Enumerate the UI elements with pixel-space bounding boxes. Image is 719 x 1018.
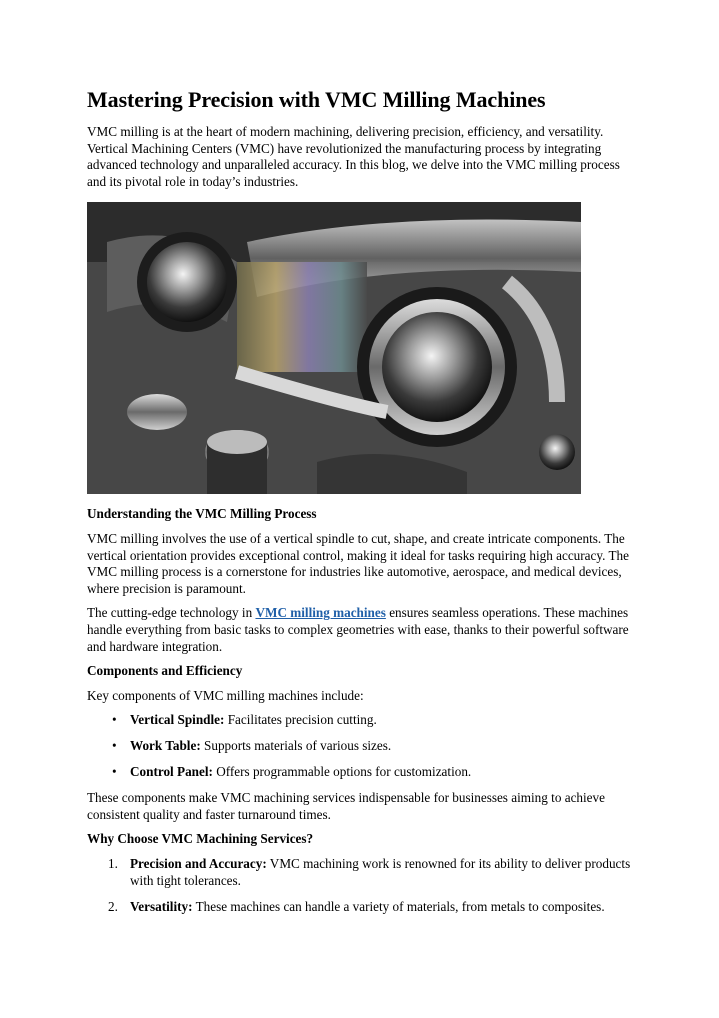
page-title: Mastering Precision with VMC Milling Machines [87,87,546,112]
list-number: 1. [108,856,118,872]
section-heading-why-choose: Why Choose VMC Machining Services? [87,831,314,847]
bullet-marker: • [112,712,117,728]
section-heading-understanding: Understanding the VMC Milling Process [87,506,317,522]
list-item-text: Offers programmable options for customization. [212,764,472,780]
list-item [87,899,635,916]
list-item-label: Control Panel: [130,764,213,780]
machined-part-photo [87,202,581,494]
section1-paragraph-1: VMC milling involves the use of a vertical spindle to cut, shape, and create intricate components. The vertical orientation provides exceptional control, making it ideal for tasks requiring high accuracy. The VMC milling process is a cornerstone for industries like automotive, aerospace, and medical devices, where precision is paramount. [87,530,629,596]
list-item-label: Versatility: [130,898,193,914]
bullet-marker: • [112,738,117,754]
list-item-text: Facilitates precision cutting. [224,712,377,728]
list-item-label: Work Table: [130,738,201,754]
vmc-milling-machines-link[interactable]: VMC milling machines [255,605,386,621]
paragraph-text-after-link: ensures seamless operations. These machines handle everything from basic tasks to complex geometries with ease, thanks to their powerful software and hardware integration. [87,605,629,654]
bullet-marker: • [112,764,117,780]
section1-paragraph-2 [87,605,635,655]
list-item [87,712,635,729]
components-list [87,712,635,781]
intro-paragraph: VMC milling is at the heart of modern machining, delivering precision, efficiency, and versatility. Vertical Machining Centers (VMC) have revolutionized the manufacturing process by integrating advanced technology and unparalleled accuracy. In this blog, we delve into the VMC milling process and its pivotal role in today’s industries. [87,124,620,189]
list-item [87,856,635,889]
list-item-label: Precision and Accuracy: [130,856,267,872]
list-item-text: VMC machining work is renowned for its ability to deliver products with tight tolerances. [130,856,631,888]
list-item-text: Supports materials of various sizes. [200,738,392,754]
reasons-list [87,856,635,915]
list-item [87,764,635,781]
section-heading-components: Components and Efficiency [87,663,243,679]
components-lead: Key components of VMC milling machines include: [87,687,364,703]
list-item-label: Vertical Spindle: [130,712,225,728]
list-item [87,738,635,755]
document-page [87,86,635,925]
list-item-text: These machines can handle a variety of materials, from metals to composites. [192,898,605,914]
paragraph-text-before-link: The cutting-edge technology in [87,605,256,621]
components-closing: These components make VMC machining services indispensable for businesses aiming to achieve consistent quality and faster turnaround times. [87,790,605,822]
list-number: 2. [108,898,118,914]
